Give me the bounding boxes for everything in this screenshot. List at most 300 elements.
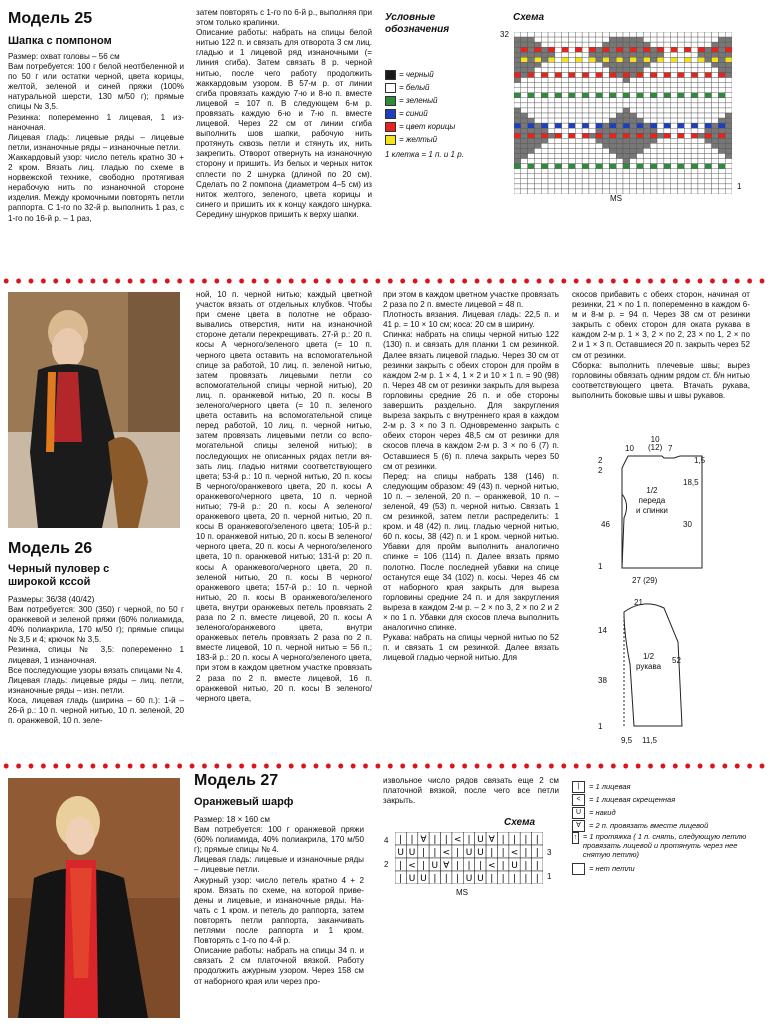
grid-cell	[725, 159, 732, 164]
grid-cell	[548, 148, 555, 153]
grid-cell	[643, 103, 650, 108]
grid-cell	[691, 37, 698, 42]
grid-cell	[657, 37, 664, 42]
grid-cell	[678, 32, 685, 37]
grid-cell	[718, 47, 725, 52]
grid-cell-symbol: |	[501, 848, 505, 859]
grid-cell	[664, 113, 671, 118]
grid-cell	[575, 47, 582, 52]
grid-cell	[514, 83, 521, 88]
grid-cell	[555, 189, 562, 194]
grid-cell	[555, 88, 562, 93]
grid-cell	[603, 67, 610, 72]
grid-cell	[664, 169, 671, 174]
legend-item	[385, 133, 495, 146]
grid-cell	[691, 123, 698, 128]
grid-cell	[603, 98, 610, 103]
grid-cell	[555, 113, 562, 118]
grid-cell	[528, 138, 535, 143]
grid-cell	[521, 103, 528, 108]
grid-cell	[623, 108, 630, 113]
grid-cell	[643, 78, 650, 83]
grid-cell	[609, 123, 616, 128]
grid-cell	[637, 88, 644, 93]
grid-cell	[514, 159, 521, 164]
grid-cell	[528, 108, 535, 113]
grid-cell	[718, 42, 725, 47]
grid-cell	[616, 83, 623, 88]
grid-cell	[712, 73, 719, 78]
grid-cell	[650, 154, 657, 159]
grid-cell	[569, 154, 576, 159]
grid-cell	[528, 164, 535, 169]
grid-cell	[684, 123, 691, 128]
grid-cell	[650, 78, 657, 83]
grid-cell	[630, 123, 637, 128]
grid-cell	[569, 88, 576, 93]
grid-cell	[725, 37, 732, 42]
grid-cell	[664, 154, 671, 159]
grid-cell	[541, 143, 548, 148]
grid-cell	[514, 42, 521, 47]
grid-cell	[575, 118, 582, 123]
grid-cell	[623, 57, 630, 62]
grid-cell	[725, 62, 732, 67]
grid-cell	[637, 78, 644, 83]
grid-cell-symbol: U	[397, 848, 404, 859]
grid-cell	[650, 103, 657, 108]
grid-cell	[671, 93, 678, 98]
grid-cell	[698, 62, 705, 67]
grid-cell	[664, 143, 671, 148]
grid-cell	[575, 62, 582, 67]
grid-cell	[705, 174, 712, 179]
grid-cell	[562, 73, 569, 78]
grid-cell	[684, 52, 691, 57]
grid-cell	[671, 154, 678, 159]
grid-cell	[603, 113, 610, 118]
grid-cell	[698, 52, 705, 57]
grid-cell	[548, 159, 555, 164]
grid-cell-symbol: U	[477, 848, 484, 859]
grid-cell	[534, 57, 541, 62]
grid-cell	[630, 52, 637, 57]
grid-cell	[548, 143, 555, 148]
grid-cell	[596, 52, 603, 57]
grid-cell	[664, 42, 671, 47]
grid-cell	[555, 169, 562, 174]
grid-cell	[603, 52, 610, 57]
grid-cell	[630, 164, 637, 169]
grid-cell	[603, 123, 610, 128]
grid-cell	[569, 108, 576, 113]
dim-s-1: 1	[598, 722, 603, 731]
grid-cell	[534, 113, 541, 118]
grid-cell	[609, 57, 616, 62]
grid-cell	[650, 128, 657, 133]
grid-cell	[541, 67, 548, 72]
grid-cell	[691, 169, 698, 174]
grid-cell-symbol: |	[410, 835, 414, 846]
grid-cell	[637, 164, 644, 169]
grid-cell	[657, 73, 664, 78]
grid-cell	[528, 37, 535, 42]
grid-cell	[562, 189, 569, 194]
grid-cell	[534, 159, 541, 164]
grid-cell	[630, 88, 637, 93]
grid-cell	[609, 47, 616, 52]
grid-cell	[643, 32, 650, 37]
grid-cell	[562, 42, 569, 47]
grid-cell	[698, 37, 705, 42]
grid-cell	[548, 78, 555, 83]
grid-cell	[698, 57, 705, 62]
grid-cell	[630, 108, 637, 113]
grid-cell	[514, 133, 521, 138]
grid-cell	[589, 103, 596, 108]
grid-cell	[671, 113, 678, 118]
grid-cell	[643, 93, 650, 98]
grid-cell	[657, 47, 664, 52]
grid-cell-symbol: |	[535, 848, 539, 859]
grid-cell	[541, 98, 548, 103]
grid-cell	[718, 113, 725, 118]
grid-cell-symbol: U	[477, 835, 484, 846]
grid-cell	[589, 67, 596, 72]
grid-cell	[514, 123, 521, 128]
grid-cell	[541, 189, 548, 194]
dim-h-46: 46	[601, 520, 610, 529]
grid-cell	[637, 184, 644, 189]
grid-cell	[521, 98, 528, 103]
grid-cell	[657, 154, 664, 159]
grid-cell	[643, 138, 650, 143]
dim-h-30: 30	[683, 520, 692, 529]
legend-item-label: = цвет корицы	[399, 122, 456, 131]
grid-cell	[718, 159, 725, 164]
grid-cell	[684, 128, 691, 133]
grid-cell	[637, 189, 644, 194]
grid-cell	[596, 184, 603, 189]
grid-cell	[589, 133, 596, 138]
grid-cell	[589, 47, 596, 52]
grid-cell	[603, 62, 610, 67]
grid-cell	[548, 169, 555, 174]
grid-cell	[555, 37, 562, 42]
grid-cell	[582, 37, 589, 42]
grid-cell	[712, 164, 719, 169]
grid-cell	[691, 52, 698, 57]
grid-cell	[725, 128, 732, 133]
grid-cell	[569, 118, 576, 123]
grid-cell	[725, 118, 732, 123]
grid-cell	[555, 154, 562, 159]
grid-cell	[698, 128, 705, 133]
grid-cell	[569, 148, 576, 153]
grid-cell	[562, 108, 569, 113]
grid-cell	[596, 148, 603, 153]
grid-cell	[678, 179, 685, 184]
grid-cell	[630, 148, 637, 153]
grid-cell	[616, 67, 623, 72]
grid-cell	[616, 148, 623, 153]
grid-cell	[698, 118, 705, 123]
grid-cell	[582, 73, 589, 78]
grid-cell	[630, 42, 637, 47]
grid-cell	[528, 128, 535, 133]
grid-cell	[643, 113, 650, 118]
grid-cell	[589, 179, 596, 184]
grid-cell	[664, 57, 671, 62]
grid-cell-symbol: <	[453, 835, 462, 846]
grid-cell	[684, 118, 691, 123]
grid-cell	[528, 42, 535, 47]
grid-cell	[684, 62, 691, 67]
grid-cell	[725, 98, 732, 103]
grid-cell	[712, 133, 719, 138]
grid-cell	[718, 93, 725, 98]
grid-cell	[705, 98, 712, 103]
grid-cell	[589, 128, 596, 133]
grid-cell	[603, 32, 610, 37]
grid-cell	[562, 113, 569, 118]
grid-cell	[589, 174, 596, 179]
grid-cell	[650, 83, 657, 88]
grid-cell	[582, 113, 589, 118]
grid-cell	[664, 184, 671, 189]
dim-top-10: 10	[625, 444, 634, 453]
grid-cell	[650, 184, 657, 189]
grid-cell	[521, 113, 528, 118]
grid-cell	[609, 143, 616, 148]
grid-cell	[596, 164, 603, 169]
grid-cell	[575, 123, 582, 128]
grid-cell	[630, 32, 637, 37]
grid-cell	[637, 118, 644, 123]
grid-cell	[534, 108, 541, 113]
grid-cell	[582, 174, 589, 179]
grid-cell	[643, 52, 650, 57]
grid-cell	[678, 113, 685, 118]
symbol-item	[572, 780, 752, 793]
grid-cell	[562, 148, 569, 153]
grid-cell	[664, 148, 671, 153]
grid-cell	[609, 67, 616, 72]
grid-cell	[630, 62, 637, 67]
grid-cell	[616, 52, 623, 57]
dim-left-2b: 2	[598, 466, 603, 475]
grid-cell	[521, 83, 528, 88]
grid-cell	[623, 42, 630, 47]
grid-cell	[705, 78, 712, 83]
grid-cell	[637, 159, 644, 164]
grid-cell	[548, 42, 555, 47]
model25-text-a: Размер: охват головы – 56 см Вам потребуется: 100 г белой неотбеленной и по 50 г или остатки черной, цвета корицы, желтой, зеленой и синей пряжи (100% натуральной шерсти, 130 м/50 г); прямые спицы № 3,5. Резинка: попеременно 1 лицевая, 1 изнаночная. Лицевая гладь: лицевые ряды – лицевые петли, изнаночные ряды – изнаночные петли. Жаккардовый узор: число петель кратно 30 + 2 кром. Вязать лиц. гладью по схеме в норвежской технике, свободно протягивая нерабочую нить по изнаночной стороне изделия. Между кромочными повторять петли раппорта. С 1-го по 32-й р. выполнить 1 раз, с 1-го по 16-й р. – 1 раз,	[8, 52, 184, 223]
grid-cell	[643, 57, 650, 62]
grid-cell	[684, 189, 691, 194]
grid-cell	[609, 62, 616, 67]
grid-cell	[712, 118, 719, 123]
color-swatch	[385, 70, 396, 80]
grid-cell	[534, 88, 541, 93]
grid-cell	[725, 67, 732, 72]
grid-cell	[609, 164, 616, 169]
grid-cell	[521, 148, 528, 153]
grid-cell	[589, 138, 596, 143]
grid-cell	[650, 32, 657, 37]
grid-cell	[657, 67, 664, 72]
grid-cell-symbol: |	[535, 835, 539, 846]
grid-cell	[514, 52, 521, 57]
grid-cell	[514, 47, 521, 52]
grid-cell	[548, 128, 555, 133]
grid-cell	[616, 128, 623, 133]
grid-cell	[691, 73, 698, 78]
grid-cell	[548, 184, 555, 189]
model27-text-b: извольное число рядов связать еще 2 см платочной вязкой, после чего все петли закрыть.	[383, 776, 559, 806]
grid-cell	[637, 37, 644, 42]
pattern-front-label: 1/2 переда и спинки	[636, 486, 668, 515]
model26-pattern-diagram	[584, 434, 754, 754]
grid-cell	[671, 37, 678, 42]
grid-cell	[671, 98, 678, 103]
grid-cell	[582, 103, 589, 108]
grid-cell	[678, 123, 685, 128]
grid-cell	[712, 143, 719, 148]
grid-cell	[575, 113, 582, 118]
legend-item	[385, 94, 495, 107]
grid-cell	[528, 123, 535, 128]
grid-cell	[657, 128, 664, 133]
grid-cell	[589, 184, 596, 189]
grid-cell	[691, 88, 698, 93]
grid-cell-symbol: ∀	[420, 835, 427, 846]
grid-cell	[705, 37, 712, 42]
dim-side-185: 18,5	[683, 478, 699, 487]
grid-cell	[664, 93, 671, 98]
grid-cell	[623, 189, 630, 194]
grid-cell	[698, 123, 705, 128]
grid-cell	[718, 128, 725, 133]
grid-cell	[698, 67, 705, 72]
grid-cell	[671, 52, 678, 57]
grid-cell	[534, 154, 541, 159]
grid-cell	[616, 88, 623, 93]
grid-cell	[684, 169, 691, 174]
grid-cell	[678, 148, 685, 153]
grid-cell	[623, 62, 630, 67]
grid-cell	[684, 154, 691, 159]
grid-cell	[684, 98, 691, 103]
scheme27-row3: 3	[547, 848, 552, 857]
grid-cell	[691, 78, 698, 83]
grid-cell	[664, 174, 671, 179]
grid-cell	[616, 133, 623, 138]
grid-cell	[555, 47, 562, 52]
grid-cell	[705, 169, 712, 174]
grid-cell	[596, 47, 603, 52]
grid-cell	[698, 32, 705, 37]
grid-cell	[684, 143, 691, 148]
grid-cell	[589, 164, 596, 169]
grid-cell	[678, 93, 685, 98]
grid-cell	[705, 62, 712, 67]
grid-cell	[603, 164, 610, 169]
grid-cell	[616, 93, 623, 98]
grid-cell	[548, 189, 555, 194]
grid-cell-symbol: ∀	[488, 835, 495, 846]
grid-cell	[671, 179, 678, 184]
legend-item-label: = черный	[399, 70, 434, 79]
grid-cell	[678, 184, 685, 189]
grid-cell	[678, 164, 685, 169]
grid-cell	[534, 42, 541, 47]
grid-cell	[718, 78, 725, 83]
grid-cell	[548, 174, 555, 179]
grid-cell	[671, 169, 678, 174]
grid-cell	[521, 128, 528, 133]
color-swatch	[385, 83, 396, 93]
grid-cell	[541, 179, 548, 184]
grid-cell	[534, 174, 541, 179]
grid-cell	[712, 169, 719, 174]
grid-cell	[534, 73, 541, 78]
grid-cell	[582, 93, 589, 98]
grid-cell	[671, 47, 678, 52]
grid-cell	[637, 73, 644, 78]
grid-cell	[609, 159, 616, 164]
grid-cell	[575, 108, 582, 113]
grid-cell	[623, 118, 630, 123]
grid-cell	[603, 78, 610, 83]
grid-cell	[643, 37, 650, 42]
grid-cell	[548, 73, 555, 78]
grid-cell	[603, 143, 610, 148]
grid-cell	[623, 138, 630, 143]
grid-cell	[534, 37, 541, 42]
grid-cell	[671, 78, 678, 83]
grid-cell	[637, 47, 644, 52]
grid-cell	[548, 67, 555, 72]
grid-cell	[650, 37, 657, 42]
grid-cell	[650, 52, 657, 57]
grid-cell	[582, 143, 589, 148]
grid-cell	[562, 88, 569, 93]
grid-cell	[712, 62, 719, 67]
model26-subtitle: Черный пуловер с широкой ксcой	[8, 563, 110, 588]
dim-left-1: 1	[598, 562, 603, 571]
grid-cell	[657, 93, 664, 98]
grid-cell	[562, 98, 569, 103]
grid-cell	[718, 189, 725, 194]
model26-text-a: Размеры: 36/38 (40/42) Вам потребуется: 300 (350) г черной, по 50 г оранжевой и зеленой пряжи (60% полиамида, 40% полиакрила, 170 м/50 г); прямые спицы № 3,5 и 4; крючок № 3,5. Резинка, спицы № 3,5: попеременно 1 лицевая, 1 изнаночная. Все последующие узоры вязать спицами № 4. Лицевая гладь: лицевые ряды – лиц. петли, изнаночные ряды – изн. петли. Коса, лицевая гладь (ширина – 60 п.): 1-й – 26-й р.: 10 п. черной нитью, 10 п. зеленой, 20 п. оранжевой, 10 п. зеле-	[8, 595, 184, 726]
symbol-box	[572, 863, 585, 875]
grid-cell	[555, 78, 562, 83]
grid-cell	[534, 47, 541, 52]
grid-cell	[616, 57, 623, 62]
grid-cell	[725, 123, 732, 128]
grid-cell	[514, 174, 521, 179]
grid-cell	[514, 57, 521, 62]
grid-cell-symbol: |	[433, 848, 437, 859]
grid-cell	[582, 128, 589, 133]
grid-cell	[698, 179, 705, 184]
grid-cell-symbol: |	[501, 861, 505, 872]
grid-cell	[678, 118, 685, 123]
grid-cell	[521, 78, 528, 83]
grid-cell	[596, 118, 603, 123]
legend-item-label: = зеленый	[399, 96, 438, 105]
